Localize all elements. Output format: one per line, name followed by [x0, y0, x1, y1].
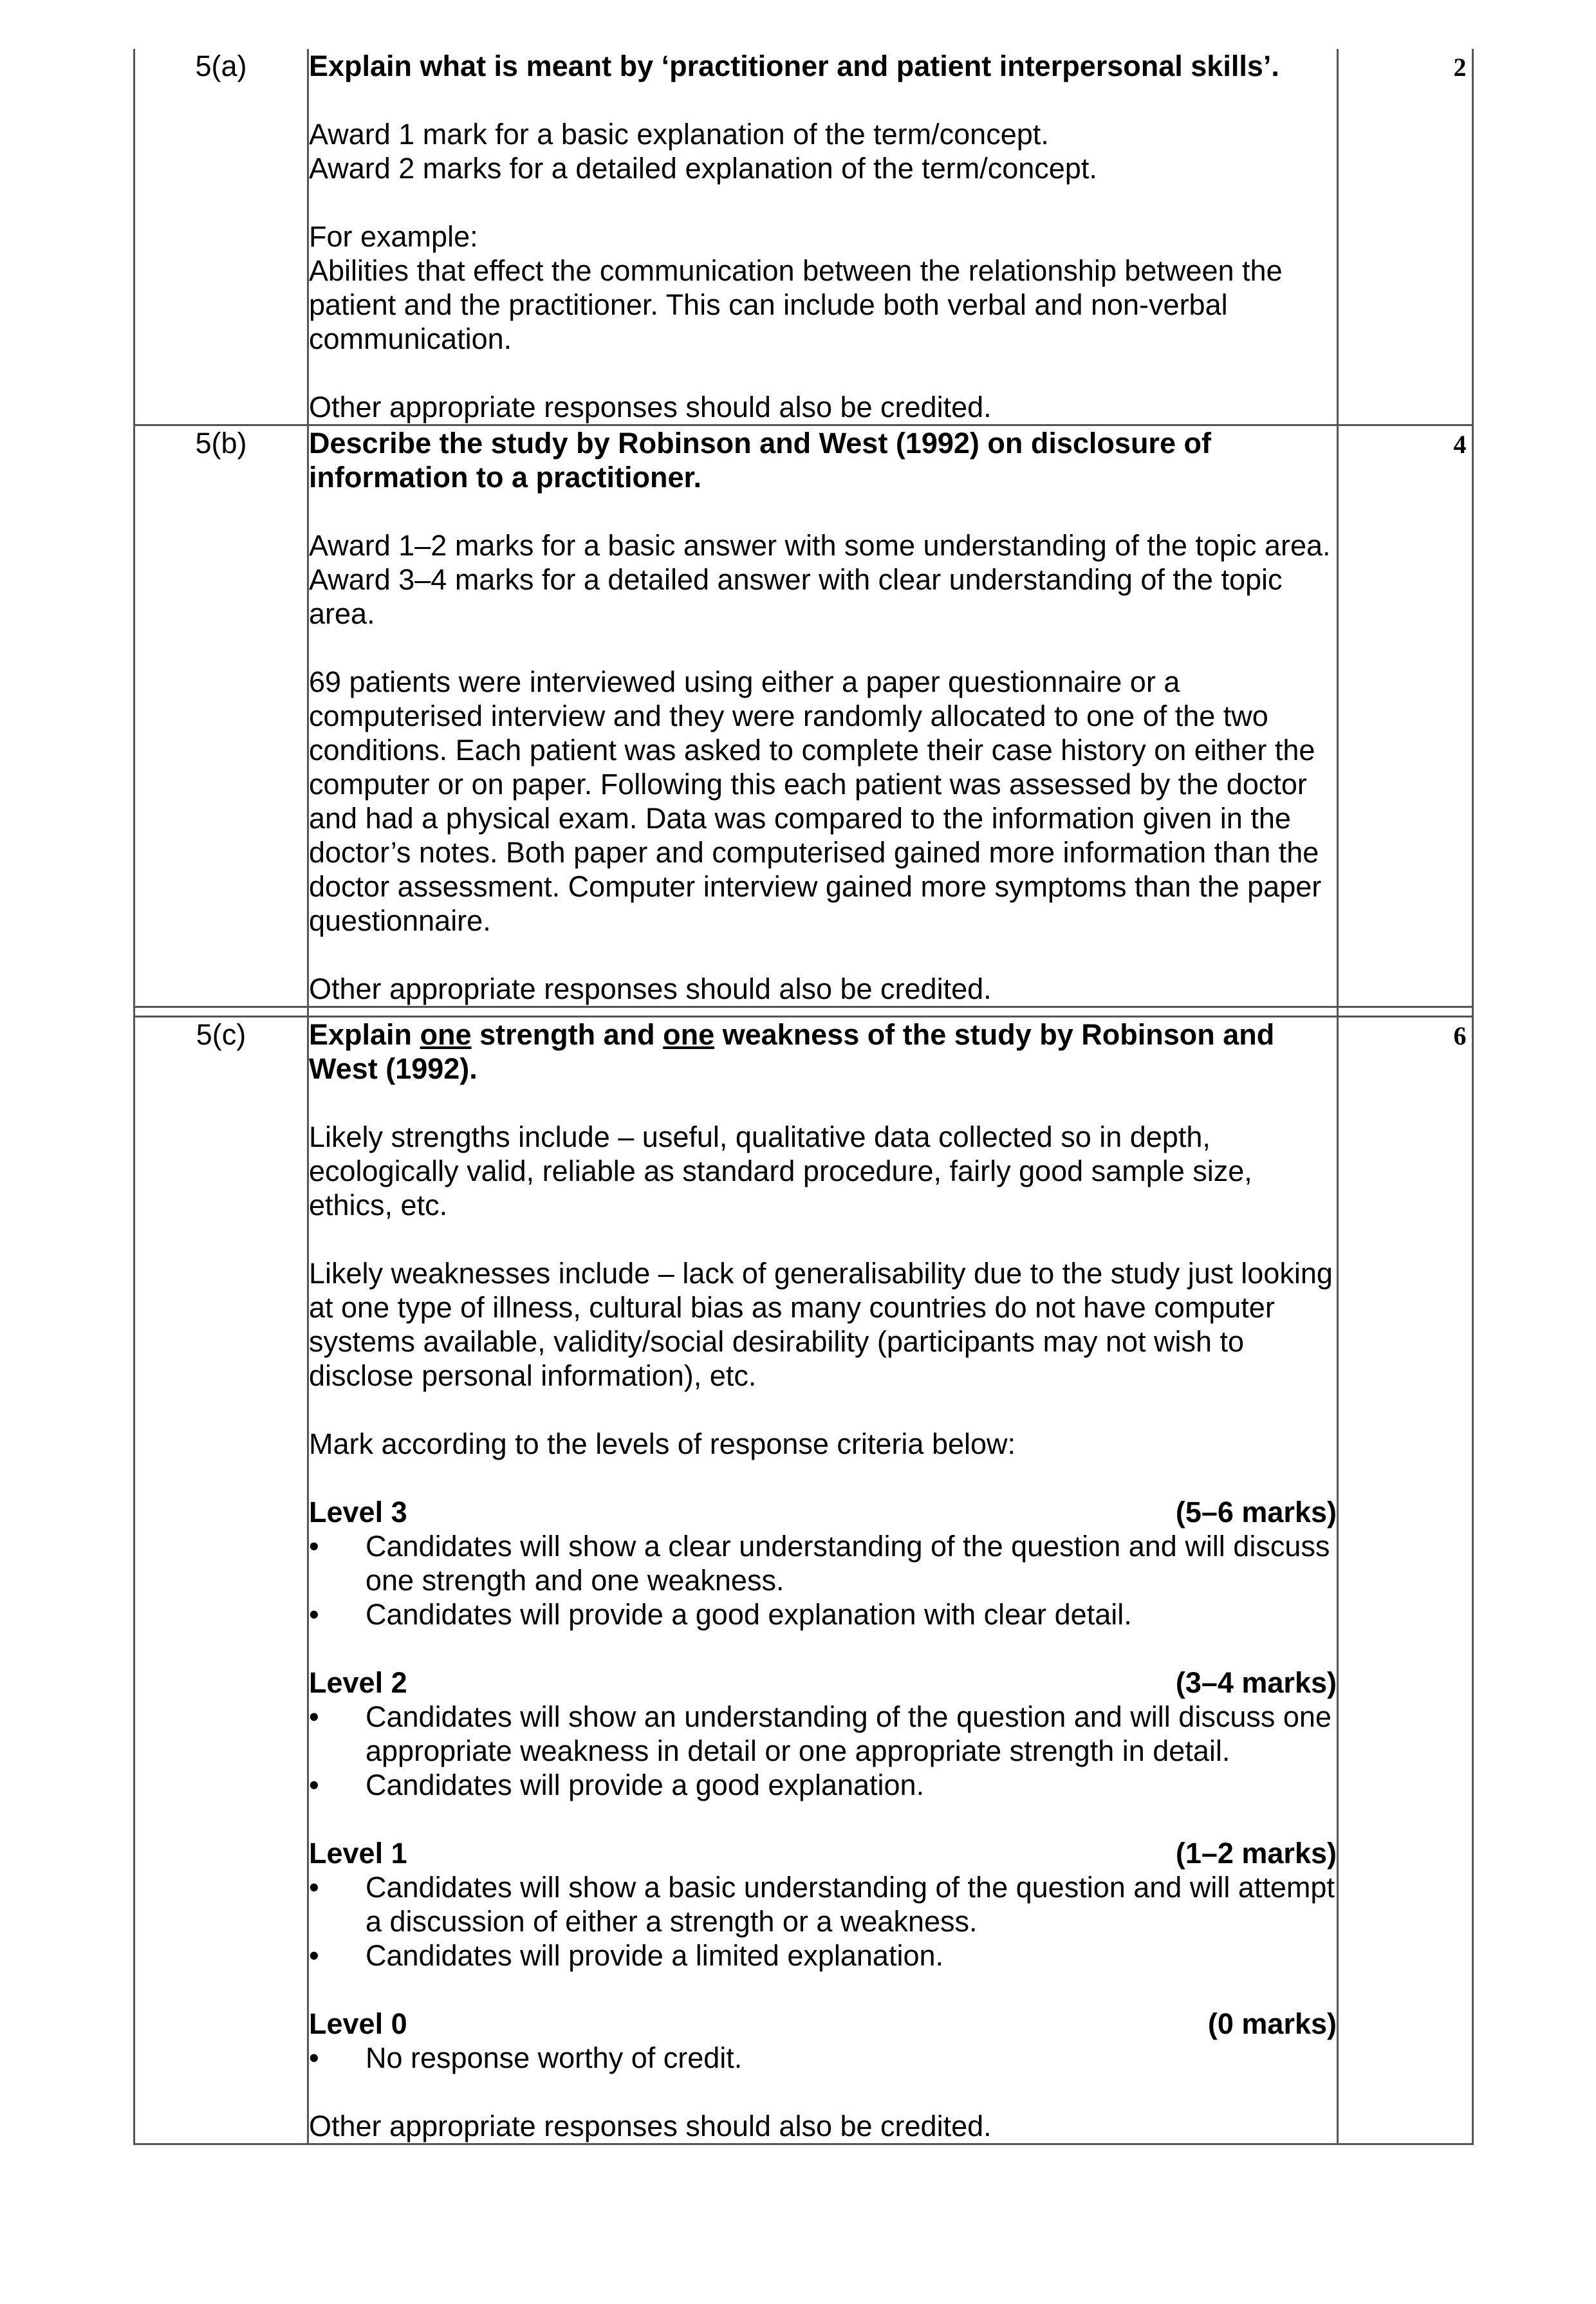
- criteria-text: Candidates will show a basic understanding of the question and will attempt a discussion of either a strength or a weakness.: [366, 1871, 1335, 1938]
- question-number: 5(c): [196, 1018, 246, 1051]
- example-answer: [309, 219, 1337, 356]
- question-number-cell: [135, 1017, 308, 2144]
- question-number-cell: [135, 425, 308, 1007]
- award-line: Award 1 mark for a basic explanation of the term/concept.: [309, 118, 1049, 151]
- list-item: [309, 1938, 1337, 1973]
- example-text: Abilities that effect the communication between the relationship between the patient and the practitioner. This can include both verbal and non-verbal communication.: [309, 254, 1283, 355]
- level-heading: [309, 1666, 1337, 1700]
- row-divider: [135, 1007, 1473, 1017]
- level-range: (3–4 marks): [1175, 1666, 1337, 1699]
- criteria-text: Candidates will show an understanding of the question and will discuss one appropriate weakness in detail or one appropriate strength in detail.: [366, 1700, 1332, 1767]
- list-item: [309, 2041, 1337, 2075]
- list-item: [309, 1700, 1337, 1768]
- award-line: Award 1–2 marks for a basic answer with some understanding of the topic area.: [309, 529, 1331, 562]
- title-part: strength and: [471, 1018, 663, 1051]
- bullet-icon: •: [309, 1530, 319, 1563]
- list-item: [309, 1768, 1337, 1802]
- title-part: Explain: [309, 1018, 420, 1051]
- answer-cell: [308, 49, 1338, 425]
- level-criteria-list: [309, 1870, 1337, 1973]
- level-criteria-list: [309, 2041, 1337, 2075]
- criteria-text: No response worthy of credit.: [366, 2041, 743, 2074]
- question-number-cell: [135, 49, 308, 425]
- level-block: [309, 1836, 1337, 1973]
- level-name: Level 0: [309, 2007, 407, 2040]
- indicative-content: 69 patients were interviewed using either a paper questionnaire or a computerised interview and they were randomly allocated to one of the two conditions. Each patient was asked to complete their case history on either the computer or on paper. Following this each patient was assessed by the doctor and had a physical exam. Data was compared to the information given in the doctor’s notes. Both paper and computerised gained more information than the doctor assessment. Computer interview gained more symptoms than the paper questionnaire.: [309, 665, 1322, 937]
- criteria-text: Candidates will provide a limited explanation.: [366, 1939, 944, 1972]
- list-item: [309, 1597, 1337, 1631]
- question-title: Explain what is meant by ‘practitioner and patient interpersonal skills’.: [309, 50, 1279, 82]
- other-responses-note: Other appropriate responses should also be credited.: [309, 391, 992, 423]
- example-label: For example:: [309, 220, 478, 253]
- level-heading: [309, 2007, 1337, 2041]
- level-criteria-list: [309, 1700, 1337, 1802]
- list-item: [309, 1529, 1337, 1597]
- award-guidance: [309, 117, 1337, 185]
- criteria-text: Candidates will provide a good explanation.: [366, 1769, 925, 1801]
- bullet-icon: •: [309, 1769, 319, 1801]
- award-guidance: [309, 528, 1337, 631]
- level-block: [309, 1666, 1337, 1802]
- other-responses-note: Other appropriate responses should also be credited.: [309, 2110, 992, 2142]
- question-title: Describe the study by Robinson and West (1992) on disclosure of information to a practitioner.: [309, 427, 1211, 494]
- marks-value: 4: [1453, 430, 1467, 459]
- bullet-icon: •: [309, 1700, 319, 1733]
- mark-scheme-table: [133, 49, 1474, 2145]
- level-name: Level 3: [309, 1496, 407, 1528]
- mark-scheme-page: [133, 49, 1474, 2145]
- divider-cell: [1338, 1007, 1473, 1017]
- level-range: (5–6 marks): [1175, 1496, 1337, 1528]
- divider-cell: [135, 1007, 308, 1017]
- level-criteria-list: [309, 1529, 1337, 1631]
- table-row-5c: [135, 1017, 1473, 2144]
- marks-cell: [1338, 425, 1473, 1007]
- criteria-text: Candidates will provide a good explanation with clear detail.: [366, 1598, 1132, 1631]
- other-responses-note: Other appropriate responses should also be credited.: [309, 972, 992, 1005]
- level-heading: [309, 1495, 1337, 1529]
- bullet-icon: •: [309, 2041, 319, 2074]
- marks-value: 6: [1453, 1021, 1467, 1050]
- marks-value: 2: [1453, 53, 1467, 82]
- question-number: 5(a): [195, 50, 247, 82]
- likely-weaknesses: Likely weaknesses include – lack of generalisability due to the study just looking at one type of illness, cultural bias as many countries do not have computer systems available, validity/social desirability (participants may not wish to disclose personal information), etc.: [309, 1257, 1333, 1392]
- divider-cell: [308, 1007, 1338, 1017]
- answer-cell: [308, 1017, 1338, 2144]
- table-row-5b: [135, 425, 1473, 1007]
- table-row-5a: [135, 49, 1473, 425]
- marks-cell: [1338, 1017, 1473, 2144]
- title-emphasis: one: [420, 1018, 472, 1051]
- award-line: Award 2 marks for a detailed explanation of the term/concept.: [309, 152, 1097, 185]
- level-name: Level 2: [309, 1666, 407, 1699]
- title-part: weakness of the study by Robinson and West (1992).: [309, 1018, 1275, 1085]
- title-emphasis: one: [663, 1018, 715, 1051]
- level-name: Level 1: [309, 1837, 407, 1870]
- list-item: [309, 1870, 1337, 1938]
- question-title: [309, 1017, 1337, 1086]
- question-number: 5(b): [195, 427, 247, 460]
- award-line: Award 3–4 marks for a detailed answer with clear understanding of the topic area.: [309, 563, 1283, 630]
- criteria-text: Candidates will show a clear understanding of the question and will discuss one strength and one weakness.: [366, 1530, 1330, 1597]
- level-heading: [309, 1836, 1337, 1870]
- level-block: [309, 2007, 1337, 2075]
- bullet-icon: •: [309, 1939, 319, 1972]
- marks-cell: [1338, 49, 1473, 425]
- level-block: [309, 1495, 1337, 1631]
- likely-strengths: Likely strengths include – useful, qualitative data collected so in depth, ecologically valid, reliable as standard procedure, fairly good sample size, ethics, etc.: [309, 1120, 1252, 1222]
- bullet-icon: •: [309, 1871, 319, 1904]
- bullet-icon: •: [309, 1598, 319, 1631]
- level-range: (0 marks): [1207, 2007, 1337, 2040]
- answer-cell: [308, 425, 1338, 1007]
- criteria-intro: Mark according to the levels of response criteria below:: [309, 1427, 1016, 1460]
- level-range: (1–2 marks): [1175, 1837, 1337, 1870]
